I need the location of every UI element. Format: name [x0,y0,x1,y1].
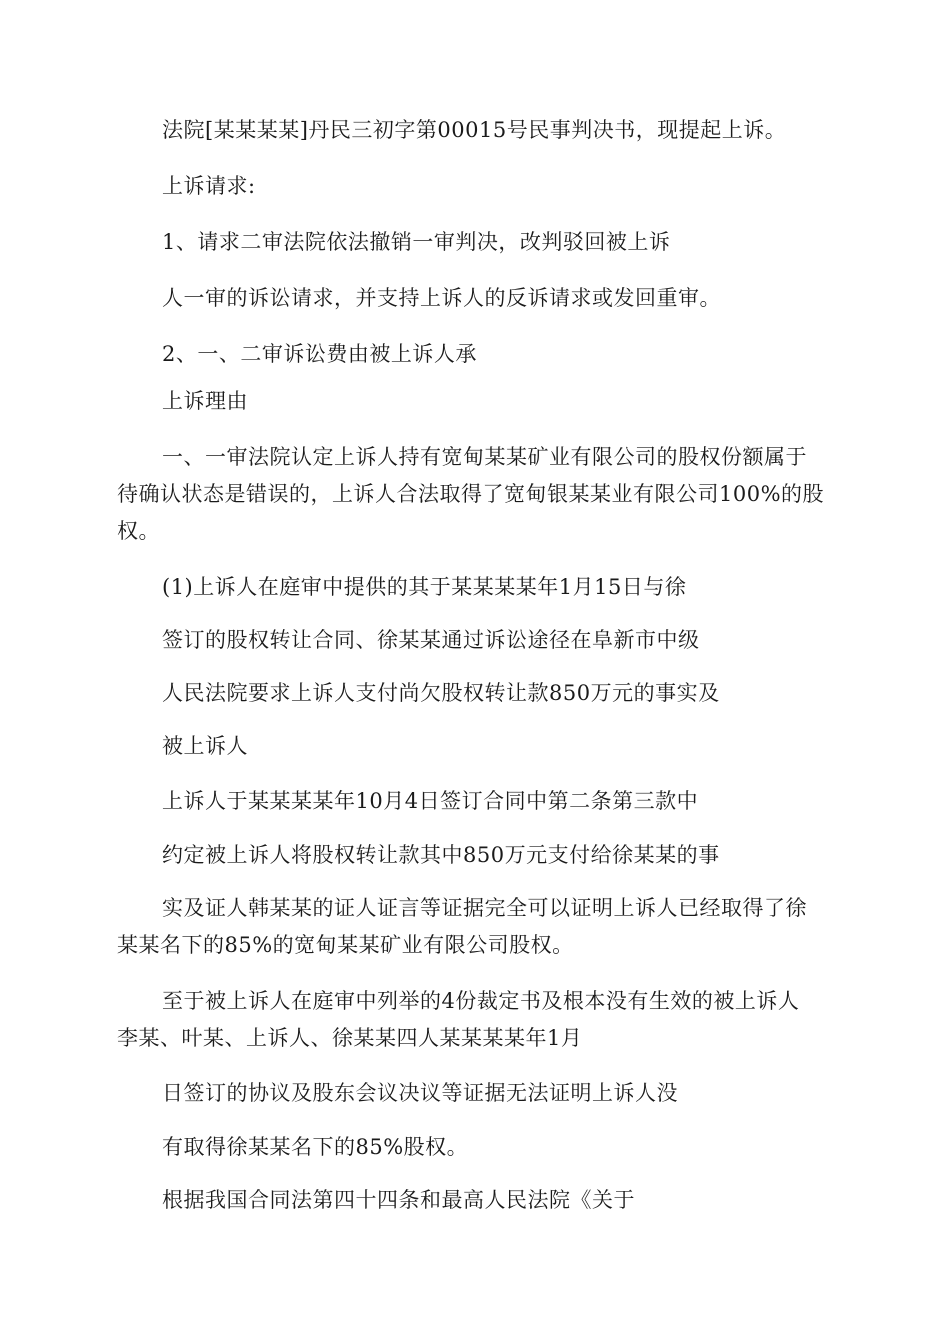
text-line: 2、一、二审诉讼费由被上诉人承 [162,342,477,366]
text-line: 被上诉人 [162,734,248,758]
text-line: 1、请求二审法院依法撤销一审判决，改判驳回被上诉 [162,230,671,254]
text-line: (1)上诉人在庭审中提供的其于某某某某年1月15日与徐 [162,575,687,599]
text-line: 法院[某某某某]丹民三初字第00015号民事判决书，现提起上诉。 [162,118,787,142]
text-line: 待确认状态是错误的，上诉人合法取得了宽甸银某某业有限公司100%的股 [117,482,825,506]
section-heading: 上诉理由 [162,389,248,413]
text-line: 李某、叶某、上诉人、徐某某四人某某某某年1月 [117,1026,583,1050]
text-line: 日签订的协议及股东会议决议等证据无法证明上诉人没 [162,1081,678,1105]
text-line: 权。 [117,519,160,543]
text-line: 约定被上诉人将股权转让款其中850万元支付给徐某某的事 [162,843,720,867]
text-line: 上诉人于某某某某年10月4日签订合同中第二条第三款中 [162,789,699,813]
text-line: 某某名下的85%的宽甸某某矿业有限公司股权。 [117,933,574,957]
text-line: 根据我国合同法第四十四条和最高人民法院《关于 [162,1188,635,1212]
text-line: 签订的股权转让合同、徐某某通过诉讼途径在阜新市中级 [162,628,700,652]
text-line: 有取得徐某某名下的85%股权。 [162,1135,469,1159]
text-line: 实及证人韩某某的证人证言等证据完全可以证明上诉人已经取得了徐 [162,896,807,920]
text-line: 人民法院要求上诉人支付尚欠股权转让款850万元的事实及 [162,681,720,705]
text-line: 至于被上诉人在庭审中列举的4份裁定书及根本没有生效的被上诉人 [162,989,800,1013]
text-line: 人一审的诉讼请求，并支持上诉人的反诉请求或发回重审。 [162,286,721,310]
text-line: 一、一审法院认定上诉人持有宽甸某某矿业有限公司的股权份额属于 [162,445,807,469]
text-line: 上诉请求: [162,174,256,198]
